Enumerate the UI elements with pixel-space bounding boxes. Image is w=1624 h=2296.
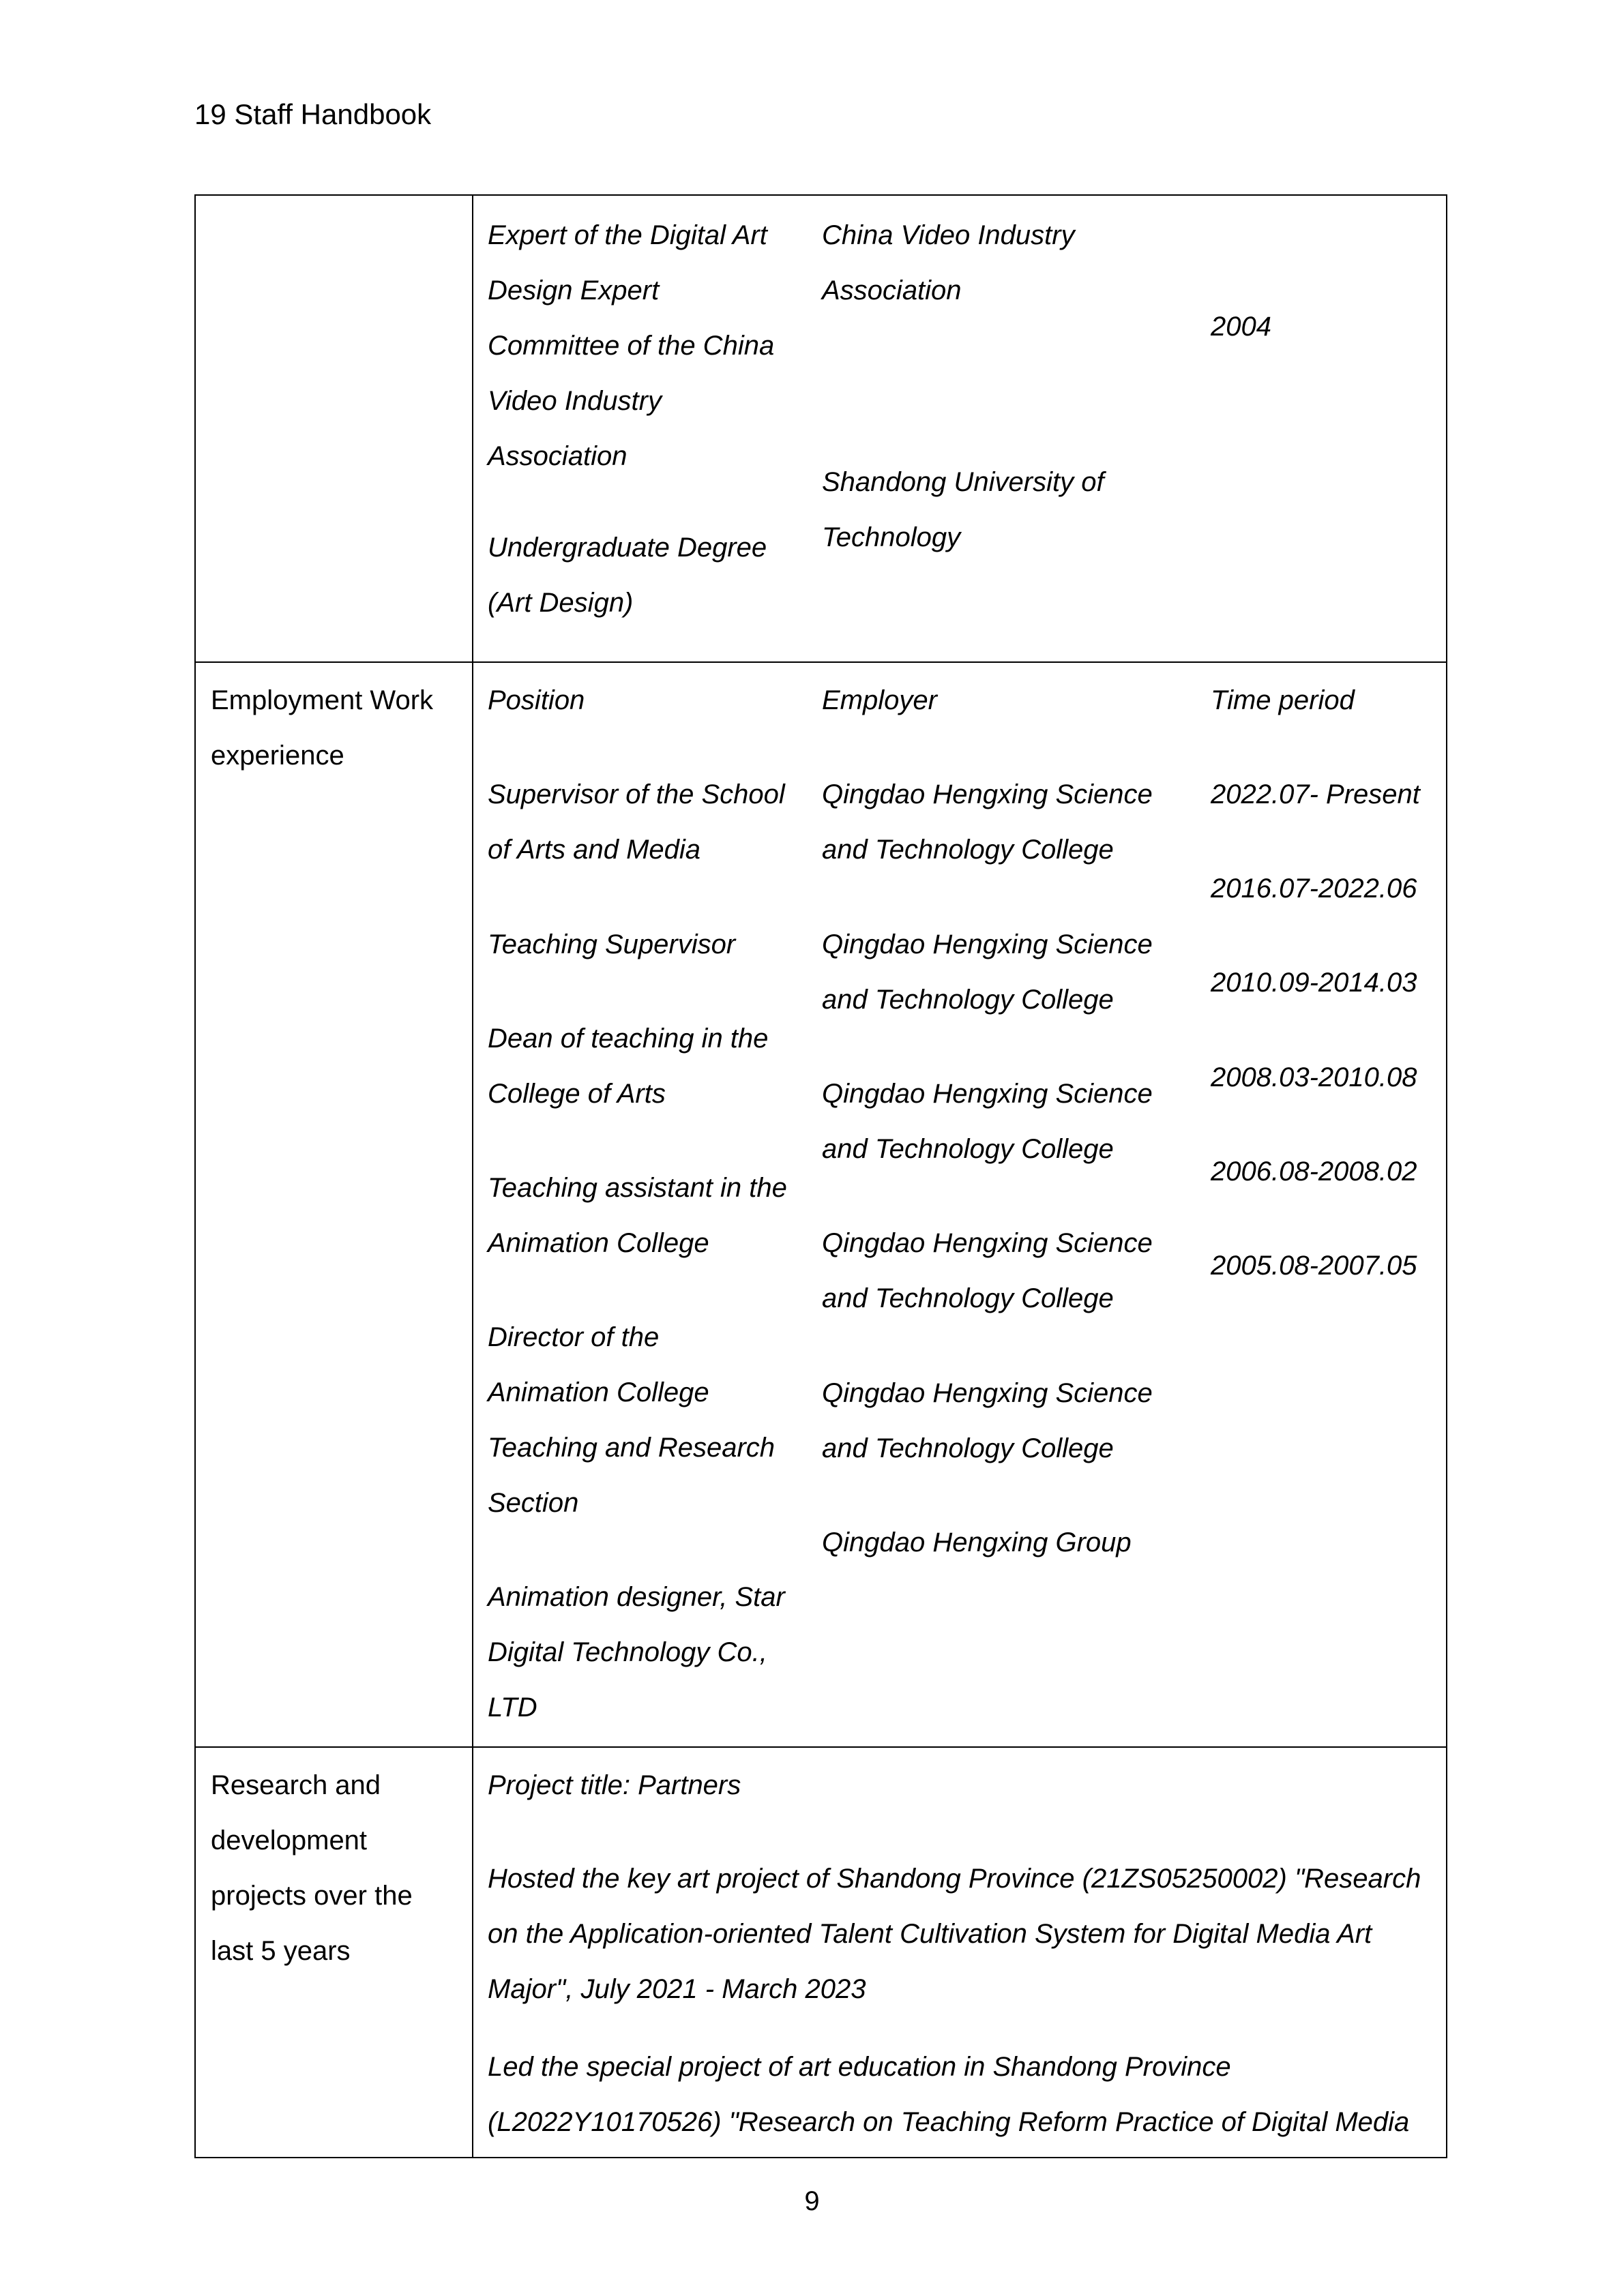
row-divider-1: [196, 661, 1446, 663]
period-item: 2008.03-2010.08: [1211, 1062, 1417, 1092]
period-item: 2022.07- Present: [1211, 779, 1420, 809]
employer-item: Qingdao Hengxing Science and Technology College: [822, 1378, 1153, 1463]
position-item: Teaching Supervisor: [488, 929, 736, 959]
qualification-org-2: Shandong University of Technology: [822, 467, 1104, 552]
project-title: Project title: Partners: [488, 1770, 741, 1800]
header-employer: Employer: [822, 685, 937, 715]
staff-info-table: [194, 194, 1447, 2158]
project-description: Hosted the key art project of Shandong Province (21ZS05250002) "Research on the Application-oriented Talent Cultivation System for Digital Media Art Major", July 2021 - March 2023: [488, 1864, 1421, 2004]
column-divider-label: [472, 196, 473, 2157]
employer-item: Qingdao Hengxing Science and Technology College: [822, 779, 1153, 865]
position-item: Teaching assistant in the Animation College: [488, 1173, 787, 1258]
position-item: Animation designer, Star Digital Technology Co., LTD: [488, 1582, 785, 1723]
position-item: Supervisor of the School of Arts and Media: [488, 779, 785, 865]
qualification-degree: Undergraduate Degree (Art Design): [488, 533, 767, 618]
employer-item: Qingdao Hengxing Group: [822, 1527, 1132, 1557]
row-divider-2: [196, 1746, 1446, 1748]
research-label: Research and development projects over the last 5 years: [211, 1770, 413, 1966]
period-item: 2016.07-2022.06: [1211, 874, 1417, 904]
qualification-expert: Expert of the Digital Art Design Expert Committee of the China Video Industry Association: [488, 220, 775, 471]
employment-label: Employment Work experience: [211, 685, 434, 771]
period-item: 2010.09-2014.03: [1211, 968, 1417, 998]
header-position: Position: [488, 685, 585, 715]
project-description: Led the special project of art education in Shandong Province (L2022Y10170526) "Research on Teaching Reform Practice of Digital Media: [488, 2052, 1410, 2137]
header-time-period: Time period: [1211, 685, 1355, 715]
running-header: 19 Staff Handbook: [194, 98, 432, 130]
qualification-year: 2004: [1211, 312, 1271, 342]
page-number: 9: [804, 2186, 820, 2216]
qualification-org-1: China Video Industry Association: [822, 220, 1075, 305]
employer-item: Qingdao Hengxing Science and Technology College: [822, 1228, 1153, 1313]
position-item: Dean of teaching in the College of Arts: [488, 1024, 769, 1109]
position-item: Director of the Animation College Teaching and Research Section: [488, 1322, 776, 1518]
employer-item: Qingdao Hengxing Science and Technology College: [822, 929, 1153, 1015]
period-item: 2006.08-2008.02: [1211, 1157, 1417, 1187]
employer-item: Qingdao Hengxing Science and Technology College: [822, 1079, 1153, 1164]
period-item: 2005.08-2007.05: [1211, 1251, 1417, 1281]
